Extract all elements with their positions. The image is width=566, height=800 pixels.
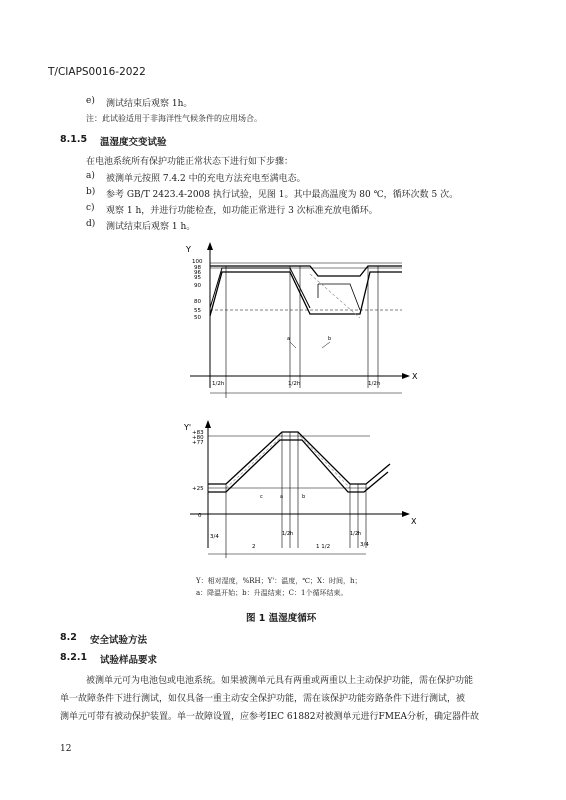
interval-1: 1/2h [212,381,225,387]
y-axis-label: Y' [184,423,192,432]
interval-3-4-a: 3/4 [210,534,219,540]
mark-b: b [302,494,306,500]
list-item-d: 测试结束后观察 1 h。 [106,222,196,232]
body-line-3: 测单元可带有被动保护装置。单一故障设置，应参考IEC 61882对被测单元进行FMEA分析，确定器件故 [60,712,480,722]
y-tick-55: 55 [194,308,201,314]
y-tick-90: 90 [194,283,201,289]
section-number-815: 8.1.5 [60,134,88,145]
list-marker-c: c) [86,203,95,213]
interval-half-b: 1/2h [350,531,362,537]
lower-envelope [210,272,402,316]
humidity-chart [170,238,420,406]
list-marker-d: d) [86,219,96,229]
y-tick-96: 96 [194,270,201,276]
legend-line-1: Y：相对湿度，%RH；Y'：温度，℃；X：时间，h； [196,577,362,585]
y-tick-50: 50 [194,315,201,321]
temperature-chart [170,418,420,568]
list-marker-e: e) [86,96,95,106]
y-tick-95: 95 [194,275,201,281]
mark-a: a [287,336,291,342]
y-tick-0: 0 [198,513,202,519]
body-line-1: 被测单元可为电池包或电池系统。如果被测单元具有两重或两重以上主动保护功能，需在保护功能 [86,676,474,686]
y-tick-77: +77 [192,440,204,446]
note-text: 注：此试验适用于非海洋性气候条件的应用场合。 [86,114,262,123]
interval-2: 1/2h [288,381,301,387]
document-code: T/CIAPS0016-2022 [48,66,146,78]
mark-c: c [260,494,263,500]
y-tick-98: 98 [194,265,201,271]
y-tick-83: +83 [192,430,204,436]
list-item-e: 测试结束后观察 1h。 [106,99,193,109]
section-number-82: 8.2 [60,632,77,643]
legend-line-2: a：降温开始；b：升温结束；C：1个循环结束。 [196,589,348,597]
section-intro: 在电池系统所有保护功能正常状态下进行如下步骤： [86,157,294,167]
interval-1-5: 1 1/2 [316,544,331,550]
mark-b: b [328,336,332,342]
list-item-b: 参考 GB/T 2423.4-2008 执行试验，见图 1。其中最高温度为 80 ℃，循环次数 5 次。 [106,190,459,200]
body-line-2: 单一故障条件下进行测试，如仅具备一重主动安全保护功能，需在该保护功能旁路条件下进行测试，被 [60,694,466,704]
section-title-82: 安全试验方法 [90,635,148,646]
x-axis-label: X [412,372,418,381]
interval-2: 2 [252,544,256,550]
x-axis-label: X [411,517,417,526]
y-tick-100: 100 [192,259,203,265]
mark-a: a [280,494,284,500]
y-tick-25: +25 [192,486,204,492]
interval-half-a: 1/2h [282,531,294,537]
y-axis-label: Y [186,245,191,254]
list-item-a: 被测单元按照 7.4.2 中的充电方法充电至满电态。 [106,174,306,184]
interval-3-4-b: 3/4 [360,542,369,548]
interval-3: 1/2h [368,381,381,387]
y-tick-80: +80 [192,435,204,441]
section-title-815: 温湿度交变试验 [100,137,167,148]
list-marker-b: b) [86,187,96,197]
list-marker-a: a) [86,171,95,181]
figure-caption: 图 1 温湿度循环 [246,613,317,624]
list-item-c: 观察 1 h，并进行功能检查，如功能正常进行 3 次标准充放电循环。 [106,206,378,216]
section-title-821: 试验样品要求 [100,655,158,666]
section-number-821: 8.2.1 [60,652,88,663]
page-number: 12 [60,744,72,754]
y-tick-80: 80 [194,299,201,305]
